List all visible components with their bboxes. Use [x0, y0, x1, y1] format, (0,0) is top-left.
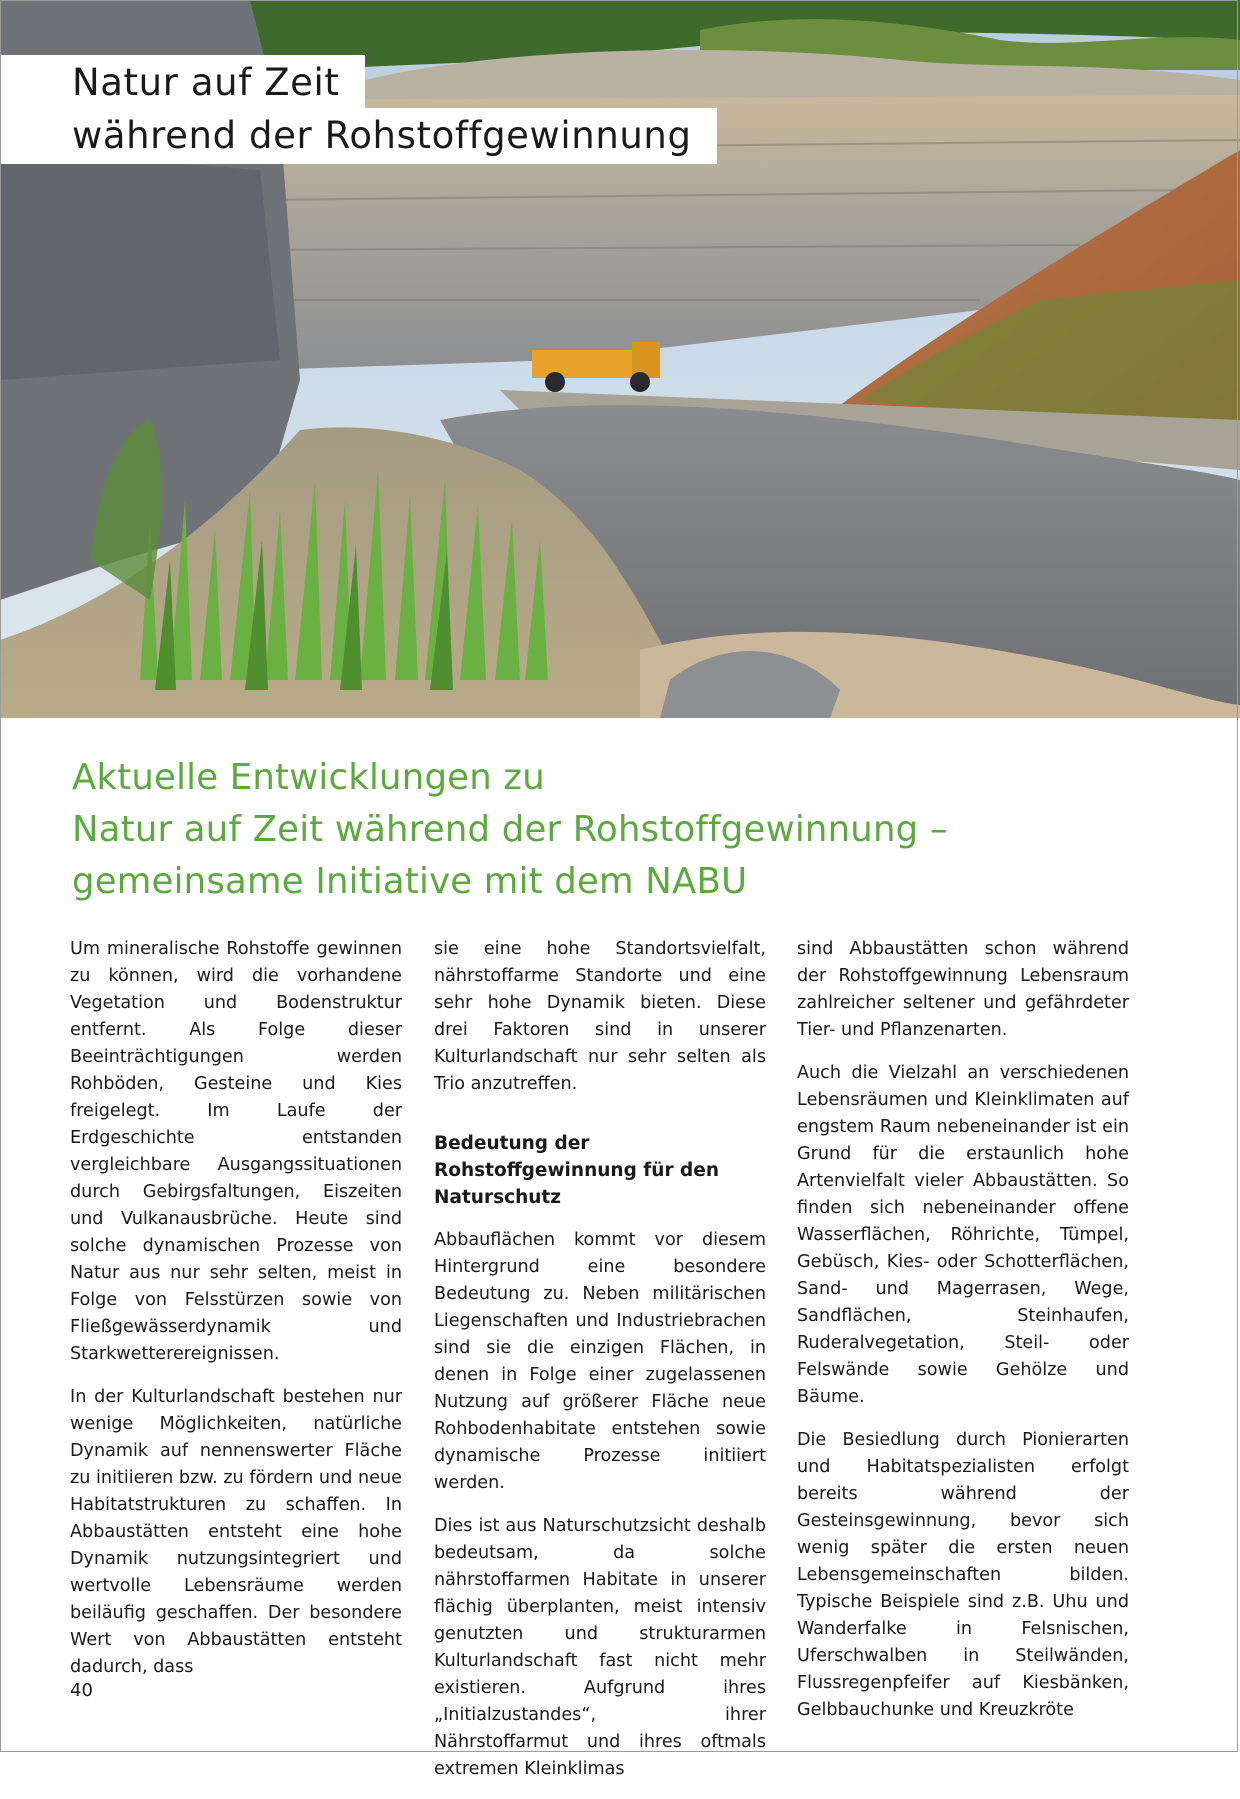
paragraph: sind Abbaustätten schon während der Rohstoffgewinnung Lebensraum zahlreicher seltener und gefährdeter Tier- und Pflanzenarten.: [797, 939, 1129, 1040]
page-title-line-2: während der Rohstoffgewinnung: [0, 108, 717, 164]
paragraph: In der Kulturlandschaft bestehen nur wenige Möglichkeiten, natürliche Dynamik auf nennenswerter Fläche zu initiieren bzw. zu fördern und neue Habitatstrukturen zu schaffen. In Abbaustätten entsteht eine hohe Dynamik nutzungsintegriert und wertvolle Lebensräume werden beiläufig geschaffen. Der besondere Wert von Abbaustätten entsteht dadurch, dass: [70, 1387, 402, 1677]
headline-line-3: gemeinsame Initiative mit dem NABU: [72, 861, 748, 902]
page-number: 40: [70, 1680, 93, 1701]
text-column-3: [797, 936, 1129, 1740]
paragraph: Abbauflächen kommt vor diesem Hintergrund eine besondere Bedeutung zu. Neben militärischen Liegenschaften und Industriebrachen sind sie die einzigen Flächen, in denen in Folge einer zugelassenen Nutzung auf größerer Fläche neue Rohbodenhabitate entstehen sowie dynamische Prozesse initiiert werden.: [434, 1230, 766, 1493]
paragraph: sie eine hohe Standortsvielfalt, nährstoffarme Standorte und eine sehr hohe Dynamik bieten. Diese drei Faktoren sind in unserer Kulturlandschaft nur sehr selten als Trio anzutreffen.: [434, 939, 766, 1094]
page-title-line-1: Natur auf Zeit: [0, 55, 365, 111]
headline-line-2: Natur auf Zeit während der Rohstoffgewinnung –: [72, 809, 948, 850]
paragraph: Dies ist aus Naturschutzsicht deshalb bedeutsam, da solche nährstoffarmen Habitate in unserer flächig überplanten, meist intensiv genutzten und strukturarmen Kulturlandschaft fast nicht mehr existieren. Aufgrund ihres „Initialzustandes“, ihrer Nährstoffarmut und ihres oftmals extremen Kleinklimas: [434, 1516, 766, 1779]
text-column-2: [434, 936, 766, 1799]
text-column-1: [70, 936, 402, 1697]
paragraph: Um mineralische Rohstoffe gewinnen zu können, wird die vorhandene Vegetation und Bodenstruktur entfernt. Als Folge dieser Beeinträchtigungen werden Rohböden, Gesteine und Kies freigelegt. Im Laufe der Erdgeschichte entstanden vergleichbare Ausgangssituationen durch Gebirgsfaltungen, Eiszeiten und Vulkanausbrüche. Heute sind solche dynamischen Prozesse von Natur aus nur sehr selten, meist in Folge von Felsstürzen sowie von Fließgewässerdynamik und Starkwetterereignissen.: [70, 939, 402, 1364]
paragraph: Auch die Vielzahl an verschiedenen Lebensräumen und Kleinklimaten auf engstem Raum nebeneinander ist ein Grund für die erstaunlich hohe Artenvielfalt vieler Abbaustätten. So finden sich nebeneinander offene Wasserflächen, Röhrichte, Tümpel, Gebüsch, Kies- oder Schotterflächen, Sand- und Magerrasen, Wege, Sandflächen, Steinhaufen, Ruderalvegetation, Steil- oder Felswände sowie Gehölze und Bäume.: [797, 1063, 1129, 1407]
headline-line-1: Aktuelle Entwicklungen zu: [72, 757, 545, 798]
section-headline: [72, 752, 1182, 908]
paragraph: Die Besiedlung durch Pionierarten und Habitatspezialisten erfolgt bereits während der Gesteinsgewinnung, bevor sich wenig später die ersten neuen Lebensgemeinschaften bilden. Typische Beispiele sind z.B. Uhu und Wanderfalke in Felsnischen, Uferschwalben in Steilwänden, Flussregenpfeifer auf Kiesbänken, Gelbbauchunke und Kreuzkröte: [797, 1430, 1129, 1720]
subheading: Bedeutung der Rohstoffgewinnung für den Naturschutz: [434, 1133, 720, 1208]
